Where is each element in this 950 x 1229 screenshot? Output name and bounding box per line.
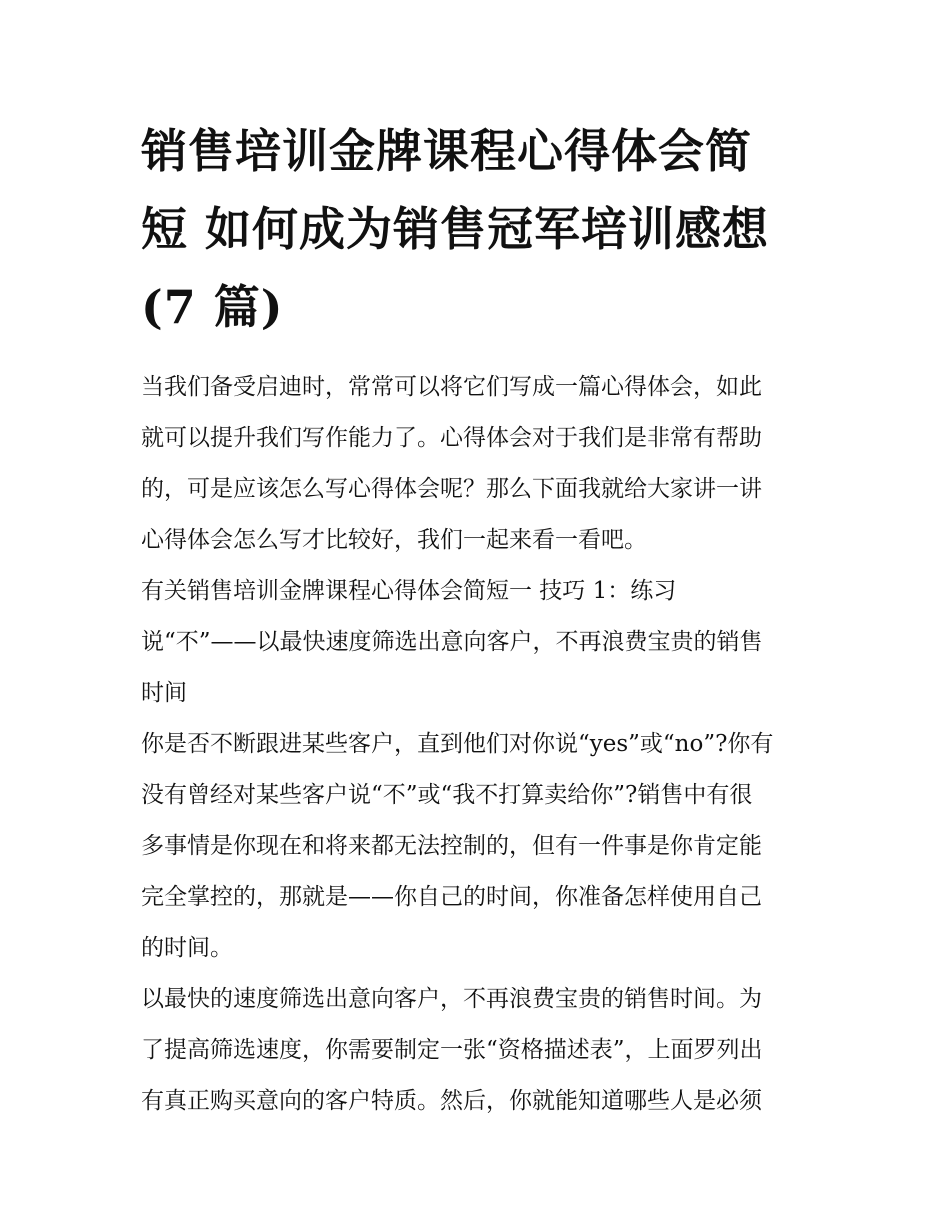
title-line: 销售培训金牌课程心得体会简 [141, 124, 752, 178]
body-paragraph [141, 974, 813, 1127]
intro-paragraph [141, 362, 813, 566]
text-line: 多事情是你现在和将来都无法控制的，但有一件事是你肯定能 [141, 833, 762, 859]
title-line: 短 如何成为销售冠军培训感想 [141, 202, 770, 256]
body-paragraph [141, 719, 813, 974]
text-line: 以最快的速度筛选出意向客户，不再浪费宝贵的销售时间。为 [141, 986, 762, 1012]
text-line: 完全掌控的，那就是——你自己的时间，你准备怎样使用自己 [141, 884, 762, 910]
document-body [141, 362, 813, 1127]
title-line: (7 篇) [141, 280, 284, 334]
text-line: 的，可是应该怎么写心得体会呢？那么下面我就给大家讲一讲 [141, 476, 762, 502]
text-line: 了提高筛选速度，你需要制定一张“资格描述表”，上面罗列出 [141, 1037, 763, 1063]
text-line: 没有曾经对某些客户说“不”或“我不打算卖给你”?销售中有很 [141, 782, 753, 808]
text-line: 有真正购买意向的客户特质。然后，你就能知道哪些人是必须 [141, 1088, 762, 1114]
text-line: 有关销售培训金牌课程心得体会简短一 技巧 1：练习 [141, 578, 677, 604]
document-content [141, 112, 813, 1127]
text-line: 心得体会怎么写才比较好，我们一起来看一看吧。 [141, 527, 647, 553]
text-line: 时间 [141, 680, 187, 706]
section-heading-paragraph [141, 566, 813, 617]
text-line: 你是否不断跟进某些客户，直到他们对你说“yes”或“no”?你有 [141, 731, 774, 757]
text-line: 当我们备受启迪时，常常可以将它们写成一篇心得体会，如此 [141, 374, 762, 400]
tip-paragraph [141, 617, 813, 719]
text-line: 就可以提升我们写作能力了。心得体会对于我们是非常有帮助 [141, 425, 762, 451]
document-title [141, 112, 813, 346]
text-line: 的时间。 [141, 935, 233, 961]
text-line: 说“不”——以最快速度筛选出意向客户，不再浪费宝贵的销售 [141, 629, 763, 655]
